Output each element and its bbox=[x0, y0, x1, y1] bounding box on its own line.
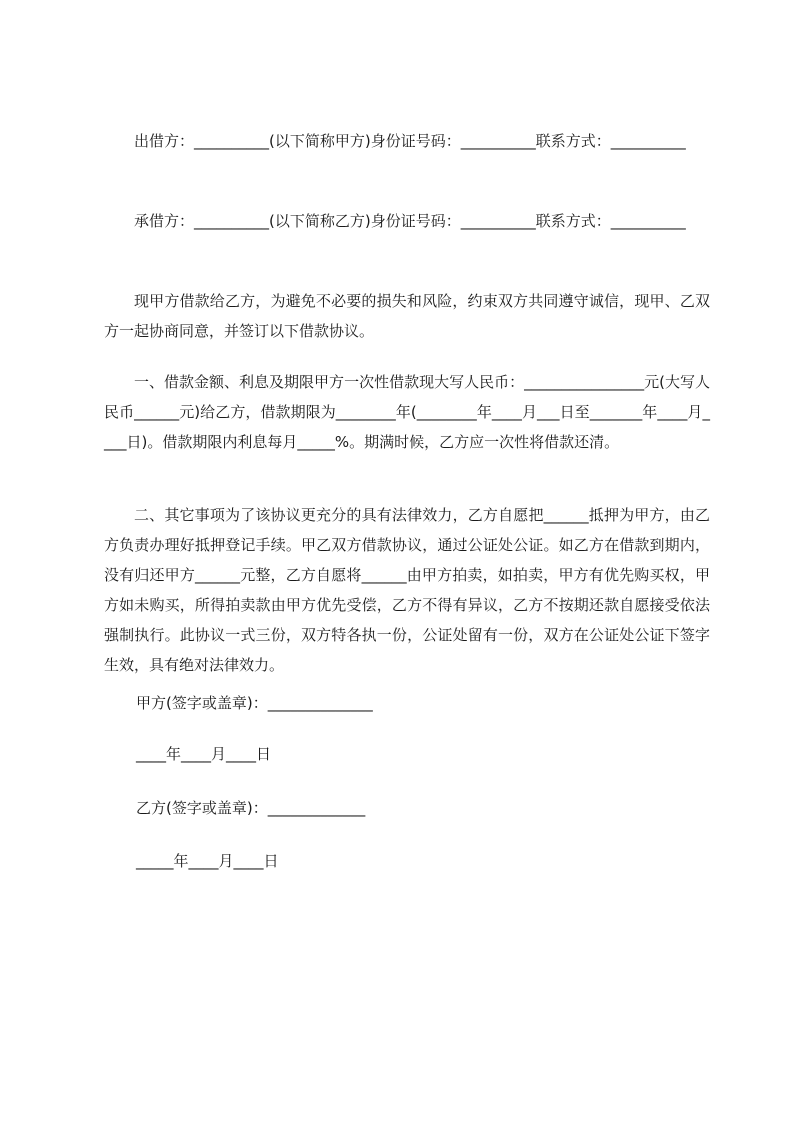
section-two-paragraph: 二、其它事项为了该协议更充分的具有法律效力，乙方自愿把______抵押为甲方，由乙方负责办理好抵押登记手续。甲乙双方借款协议，通过公证处公证。如乙方在借款到期内，没有归还甲方______元整，乙方自愿将______由甲方拍卖，如拍卖，甲方有优先购买权，甲方如未购买，所得拍卖款由甲方优先受偿，乙方不得有异议，乙方不按期还款自愿接受依法强制执行。此协议一式三份，双方特各执一份，公证处留有一份，双方在公证处公证下签字生效，具有绝对法律效力。 bbox=[104, 506, 710, 674]
party-b-date-line: _____年____月____日 bbox=[136, 852, 279, 870]
party-a-date-line: ____年____月____日 bbox=[136, 745, 272, 763]
borrower-info-line: 承借方：__________(以下简称乙方)身份证号码：__________联系方式：__________ bbox=[134, 212, 686, 230]
section-one-paragraph: 一、借款金额、利息及期限甲方一次性借款现大写人民币：________________元(大写人民币______元)给乙方，借款期限为________年(________年____月___日至_______年____月____日)。借款期限内利息每月_____%。期满时候，乙方应一次性将借款还清。 bbox=[104, 373, 710, 451]
party-b-signature-line: 乙方(签字或盖章)：_____________ bbox=[136, 799, 366, 817]
lender-info-line: 出借方：__________(以下简称甲方)身份证号码：__________联系方式：__________ bbox=[134, 132, 686, 150]
party-a-signature-line: 甲方(签字或盖章)：______________ bbox=[136, 694, 373, 712]
intro-paragraph: 现甲方借款给乙方，为避免不必要的损失和风险，约束双方共同遵守诚信，现甲、乙双方一起协商同意，并签订以下借款协议。 bbox=[104, 292, 710, 340]
